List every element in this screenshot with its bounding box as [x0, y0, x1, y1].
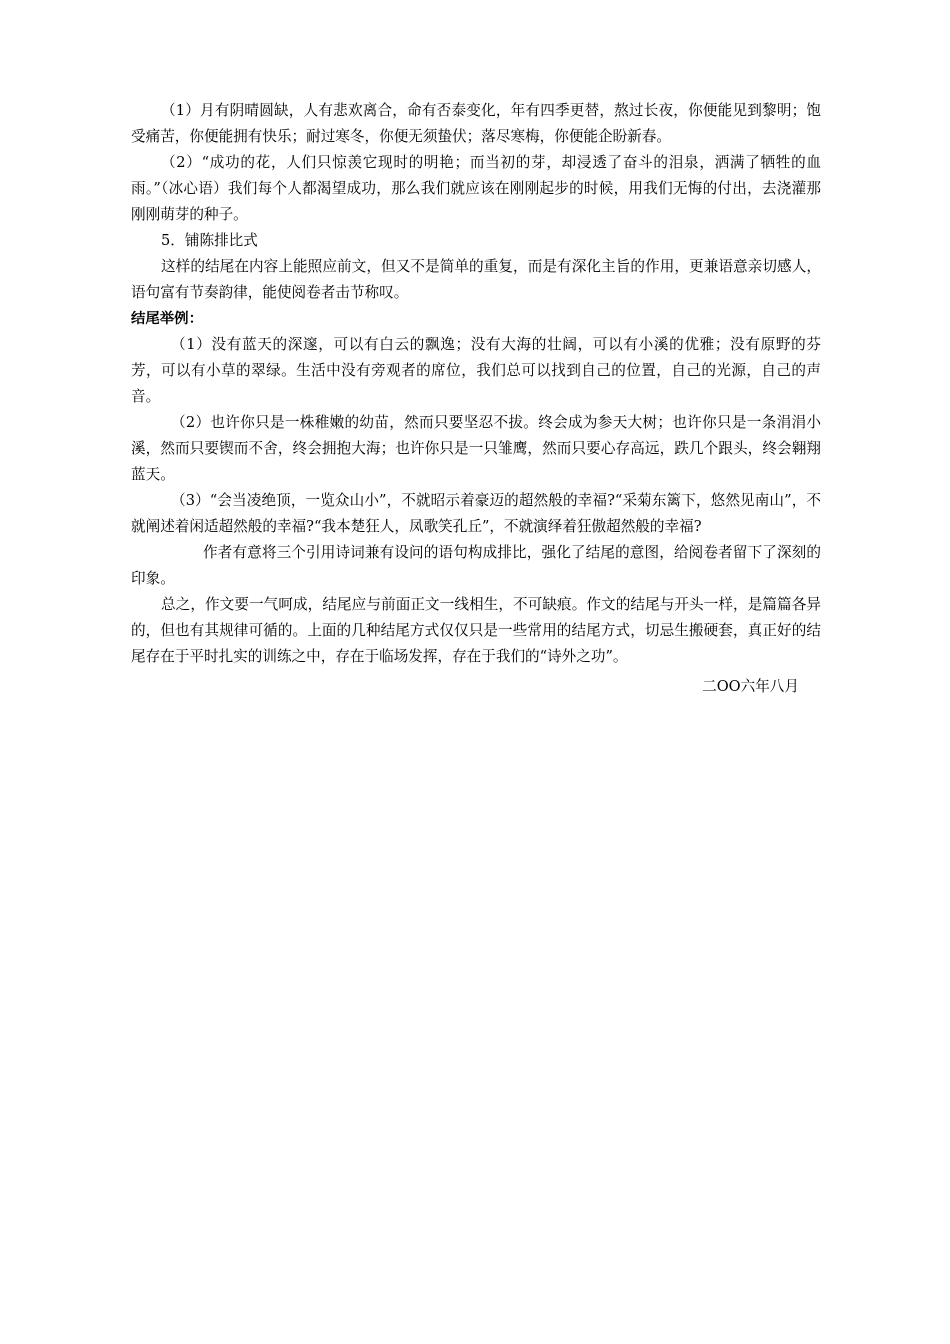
paragraph-section-description: 这样的结尾在内容上能照应前文，但又不是简单的重复，而是有深化主旨的作用，更兼语意亲切感人，语句富有节奏韵律，能使阅卷者击节称叹。	[131, 258, 821, 301]
document-date: 二OO六年八月	[702, 678, 799, 695]
document-page	[131, 98, 821, 700]
examples-heading: 结尾举例：	[131, 311, 203, 327]
paragraph-example-1: （1）月有阴晴圆缺，人有悲欢离合，命有否泰变化，年有四季更替，熬过长夜，你便能见到黎明；饱受痛苦，你便能拥有快乐；耐过寒冬，你便无须蛰伏；落尽寒梅，你便能企盼新春。	[131, 102, 821, 145]
paragraph-example-2: （2）“成功的花，人们只惊羡它现时的明艳；而当初的芽，却浸透了奋斗的泪泉，洒满了牺牲的血雨。”（冰心语）我们每个人都渴望成功，那么我们就应该在刚刚起步的时候，用我们无悔的付出，去浇灌那刚刚萌芽的种子。	[131, 154, 821, 223]
section-title: 5．铺陈排比式	[161, 232, 258, 249]
paragraph-conclusion: 总之，作文要一气呵成，结尾应与前面正文一线相生，不可缺痕。作文的结尾与开头一样，是篇篇各异的，但也有其规律可循的。上面的几种结尾方式仅仅只是一些常用的结尾方式，切忌生搬硬套，真正好的结尾存在于平时扎实的训练之中，存在于临场发挥，存在于我们的“诗外之功”。	[131, 596, 821, 665]
paragraph-ending-example-3: （3）“会当凌绝顶，一览众山小”，不就昭示着豪迈的超然般的幸福?“采菊东篱下，悠然见南山”，不就阐述着闲适超然般的幸福?“我本楚狂人，凤歌笑孔丘”，不就演绎着狂傲超然般的幸福?	[131, 492, 821, 535]
paragraph-ending-example-2: （2）也许你只是一株稚嫩的幼苗，然而只要坚忍不拔。终会成为参天大树；也许你只是一条涓涓小溪，然而只要锲而不舍，终会拥抱大海；也许你只是一只雏鹰，然而只要心存高远，跌几个跟头，终会翱翔蓝天。	[131, 414, 821, 483]
paragraph-ending-example-1: （1）没有蓝天的深邃，可以有白云的飘逸；没有大海的壮阔，可以有小溪的优雅；没有原野的芬芳，可以有小草的翠绿。生活中没有旁观者的席位，我们总可以找到自己的位置，自己的光源，自己的声音。	[131, 336, 821, 405]
paragraph-commentary: 作者有意将三个引用诗词兼有设问的语句构成排比，强化了结尾的意图，给阅卷者留下了深刻的印象。	[131, 544, 821, 587]
